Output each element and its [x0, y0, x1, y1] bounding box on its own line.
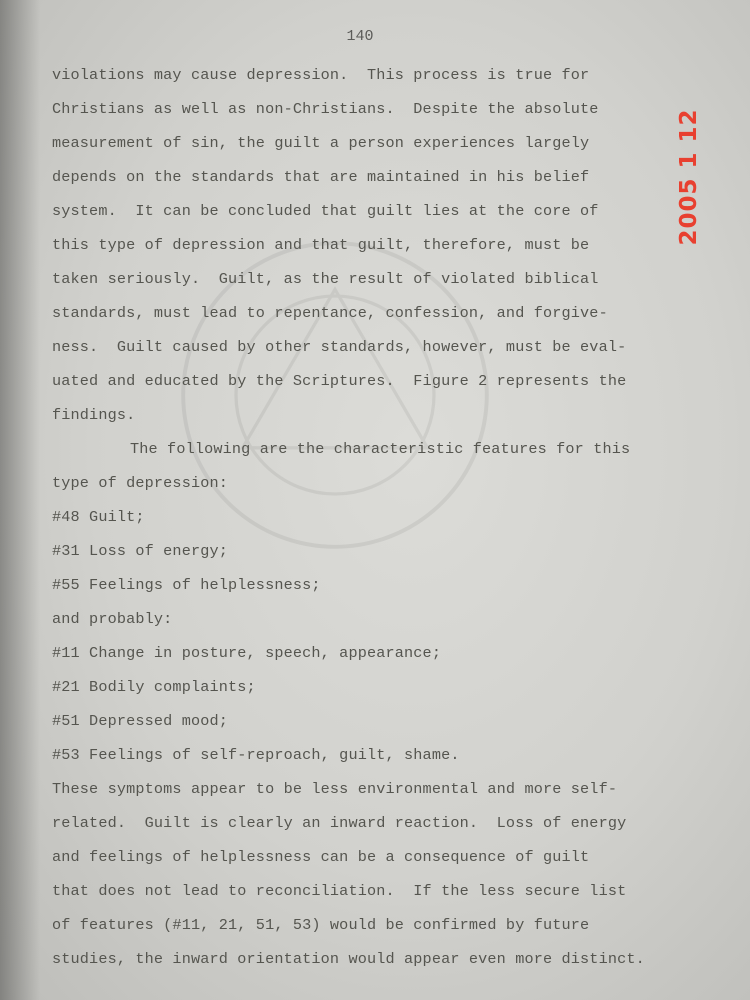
feature-list-item: #55 Feelings of helplessness;	[52, 576, 321, 594]
text-line: type of depression:	[52, 474, 229, 492]
paragraph-start-line: The following are the characteristic features for this	[130, 440, 631, 458]
text-line: system. It can be concluded that guilt lies at the core of	[52, 202, 599, 220]
feature-list-item: #53 Feelings of self-reproach, guilt, shame.	[52, 746, 460, 764]
feature-list-item: #31 Loss of energy;	[52, 542, 229, 560]
text-line: of features (#11, 21, 51, 53) would be confirmed by future	[52, 916, 590, 934]
text-line: measurement of sin, the guilt a person experiences largely	[52, 134, 590, 152]
text-line: studies, the inward orientation would appear even more distinct.	[52, 950, 645, 968]
text-line: depends on the standards that are maintained in his belief	[52, 168, 590, 186]
feature-list-item: #11 Change in posture, speech, appearance;	[52, 644, 442, 662]
feature-list-item: #51 Depressed mood;	[52, 712, 229, 730]
text-line: and probably:	[52, 610, 173, 628]
text-line: Christians as well as non-Christians. Despite the absolute	[52, 100, 599, 118]
text-line: ness. Guilt caused by other standards, however, must be eval-	[52, 338, 627, 356]
text-line: taken seriously. Guilt, as the result of violated biblical	[52, 270, 599, 288]
text-line: uated and educated by the Scriptures. Figure 2 represents the	[52, 372, 627, 390]
text-line: that does not lead to reconciliation. If the less secure list	[52, 882, 627, 900]
text-line: this type of depression and that guilt, therefore, must be	[52, 236, 590, 254]
text-line: and feelings of helplessness can be a consequence of guilt	[52, 848, 590, 866]
text-line: These symptoms appear to be less environmental and more self-	[52, 780, 618, 798]
page-edge-shadow	[0, 0, 40, 1000]
body-text	[52, 58, 682, 976]
page-number: 140	[346, 28, 374, 45]
text-line: related. Guilt is clearly an inward reaction. Loss of energy	[52, 814, 627, 832]
text-line: standards, must lead to repentance, confession, and forgive-	[52, 304, 608, 322]
camera-date-stamp	[673, 92, 705, 262]
date-stamp-text: 2005 1 12	[676, 108, 702, 246]
text-line: findings.	[52, 406, 136, 424]
feature-list-item: #48 Guilt;	[52, 508, 145, 526]
feature-list-item: #21 Bodily complaints;	[52, 678, 256, 696]
text-line: violations may cause depression. This process is true for	[52, 66, 590, 84]
